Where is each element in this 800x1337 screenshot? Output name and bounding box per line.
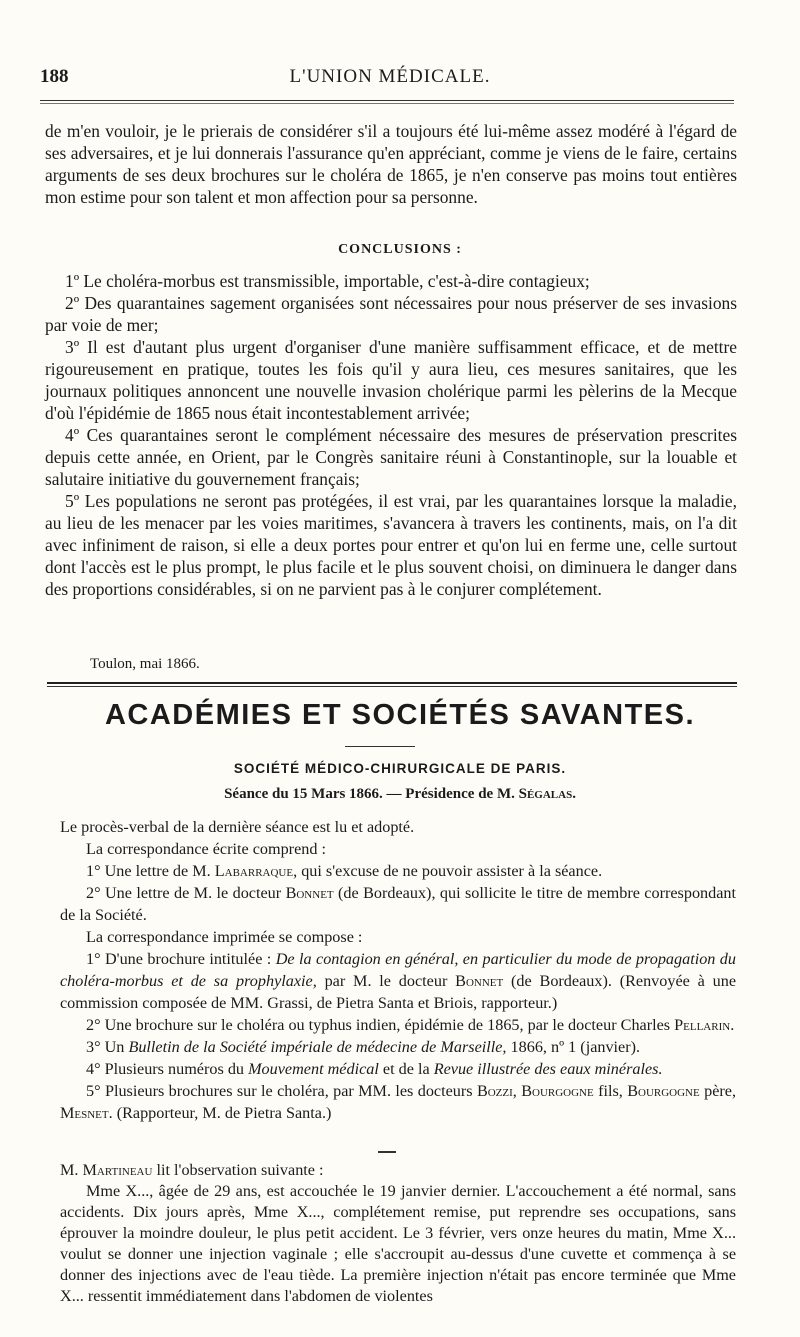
- person-name: Pellarin: [674, 1016, 731, 1034]
- correspondence-heading: La correspondance écrite comprend :: [86, 840, 326, 858]
- conclusion-item: 5º Les populations ne seront pas protégées, il est vrai, par les quarantaines lorsque la maladie, au lieu de les menacer par les voies maritimes, s'avancera à travers les continents, mais, on l'a dit avec infiniment de raison, si elle a deux portes pour entrer et qu'on lui en ferme une, celle surtout dont l'accès est le plus prompt, le plus facile et le plus souvent choisi, on diminuera le danger dans des proportions considérables, si on ne parvient pas à le conjurer complétement.: [45, 491, 737, 599]
- header-rule-thin: [40, 103, 734, 104]
- printed-item: 5° Plusieurs brochures sur le choléra, par MM. les docteurs Bozzi, Bourgogne fils, Bourgogne père, Mesnet. (Rapporteur, M. de Pietra Santa.): [60, 1082, 737, 1122]
- title-underline: [345, 746, 415, 747]
- printed-item: 3° Un Bulletin de la Société impériale de médecine de Marseille, 1866, nº 1 (janvier).: [86, 1038, 641, 1056]
- person-name: Martineau: [82, 1161, 153, 1179]
- observation-text: Mme X..., âgée de 29 ans, est accouchée le 19 janvier dernier. L'accouchement a été normal, sans accidents. Dix jours après, Mme X..., complétement remise, put reprendre ses occupations, sans éprouver la moindre douleur, le plus petit accident. Le 3 février, vers onze heures du matin, Mme X... voulut se donner une injection vaginale ; elle s'accroupit au-dessus d'une cuvette et commença à se donner des injections avec de l'eau tiède. La première injection n'était pas encore terminée que Mme X... ressentit immédiatement dans l'abdomen de violentes: [60, 1182, 736, 1305]
- letter-item: 1° Une lettre de M. Labarraque, qui s'excuse de ne pouvoir assister à la séance.: [86, 862, 603, 880]
- minutes-adopted: Le procès-verbal de la dernière séance est lu et adopté.: [60, 818, 415, 836]
- observation-intro: M. Martineau lit l'observation suivante :: [60, 1161, 324, 1179]
- page-number: 188: [40, 66, 69, 87]
- running-title: L'UNION MÉDICALE.: [289, 66, 491, 87]
- conclusion-item: 3º Il est d'autant plus urgent d'organiser d'une manière suffisamment efficace, et de mettre rigoureusement en pratique, toutes les fois qu'il y aura lieu, ces mesures sanitaires, que les journaux politiques annoncent une nouvelle invasion cholérique parmi les pèlerins de la Mecque d'où l'épidémie de 1865 nous était incontestablement arrivée;: [45, 337, 737, 423]
- short-divider: [378, 1151, 396, 1153]
- opening-paragraph: de m'en vouloir, je le prierais de considérer s'il a toujours été lui-même assez modéré à l'égard de ses adversaires, et je lui donnerais l'assurance qu'en appréciant, comme je viens de le faire, certains arguments de ses deux brochures sur le choléra de 1865, je n'en conserve pas moins tout entières mon estime pour son talent et mon affection pour sa personne.: [45, 121, 737, 207]
- person-name: Bourgogne: [627, 1082, 700, 1100]
- section-divider: [47, 682, 737, 687]
- conclusion-item: 2º Des quarantaines sagement organisées sont nécessaires pour nous préserver de ses invasions par voie de mer;: [45, 293, 737, 335]
- signoff: Toulon, mai 1866.: [90, 656, 200, 672]
- printed-item: 4° Plusieurs numéros du Mouvement médical et de la Revue illustrée des eaux minérales.: [86, 1060, 663, 1078]
- person-name: Bonnet: [455, 972, 504, 990]
- conclusions-list: [45, 270, 737, 600]
- society-name: SOCIÉTÉ MÉDICO-CHIRURGICALE DE PARIS.: [233, 761, 567, 776]
- conclusion-item: 4º Ces quarantaines seront le complément nécessaire des mesures de préservation prescrites depuis cette année, en Orient, par le Congrès sanitaire réuni à Constantinople, sur la louable et salutaire initiative du gouvernement français;: [45, 425, 737, 489]
- session-minutes: [60, 816, 736, 1124]
- header-rule: [40, 100, 734, 101]
- person-name: Bonnet: [285, 884, 334, 902]
- person-name: Bozzi, Bourgogne: [476, 1082, 594, 1100]
- conclusion-item: 1º Le choléra-morbus est transmissible, importable, c'est-à-dire contagieux;: [65, 271, 590, 291]
- section-title: ACADÉMIES ET SOCIÉTÉS SAVANTES.: [104, 699, 696, 731]
- session-prefix: Séance du 15 Mars 1866. — Présidence de M.: [224, 786, 515, 802]
- observation: [60, 1160, 736, 1307]
- person-name: Labarraque: [214, 862, 294, 880]
- printed-heading: La correspondance imprimée se compose :: [86, 928, 363, 946]
- person-name: Mesnet: [60, 1104, 109, 1122]
- conclusions-heading: CONCLUSIONS :: [338, 242, 462, 257]
- session-line: Séance du 15 Mars 1866. — Présidence de M. Ségalas.: [224, 786, 576, 802]
- letter-item: 2° Une lettre de M. le docteur Bonnet (de Bordeaux), qui sollicite le titre de membre correspondant de la Société.: [60, 884, 737, 924]
- session-president: Ségalas: [518, 786, 573, 802]
- printed-item: 2° Une brochure sur le choléra ou typhus indien, épidémie de 1865, par le docteur Charles Pellarin.: [86, 1016, 735, 1034]
- printed-item: 1° D'une brochure intitulée : De la contagion en général, en particulier du mode de propagation du choléra-morbus et de sa prophylaxie, par M. le docteur Bonnet (de Bordeaux). (Renvoyée à une commission composée de MM. Grassi, de Pietra Santa et Briois, rapporteur.): [60, 950, 737, 1012]
- page-header: [40, 66, 740, 94]
